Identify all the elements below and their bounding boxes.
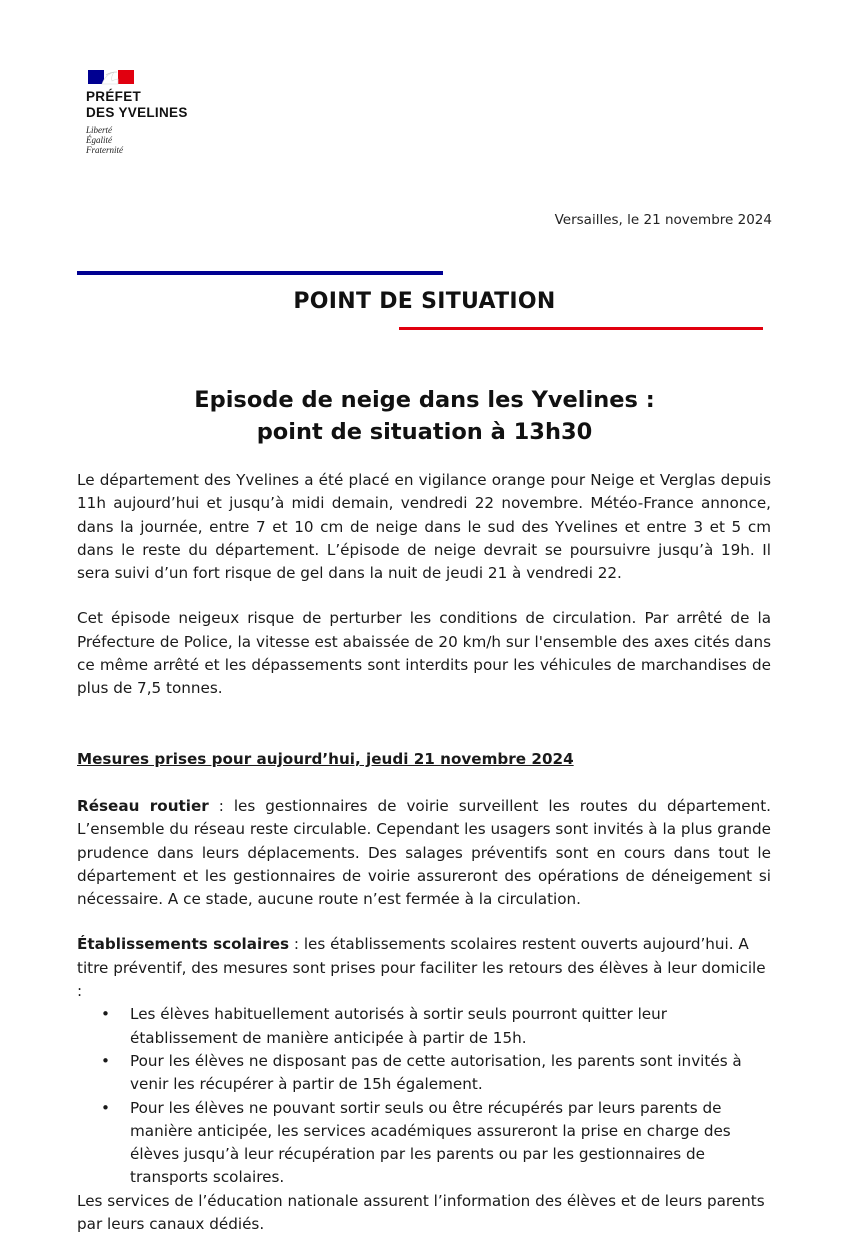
road-network-label: Réseau routier bbox=[77, 796, 209, 815]
traffic-paragraph: Cet épisode neigeux risque de perturber les conditions de circulation. Par arrêté de la Préfecture de Police, la vitesse est abaissée de 20 km/h sur l'ensemble des axes cités dans ce même arrêté et les dépassements sont interdits pour les véhicules de marchandises de plus de 7,5 tonnes. bbox=[77, 609, 771, 698]
motto-fraternite: Fraternité bbox=[86, 145, 123, 155]
marianne-flag-icon bbox=[88, 66, 136, 86]
page-title bbox=[0, 384, 849, 448]
blue-divider bbox=[77, 271, 443, 275]
education-closing-paragraph: Les services de l’éducation nationale assurent l’information des élèves et de leurs parents par leurs canaux dédiés. bbox=[77, 1191, 765, 1234]
schools-paragraph bbox=[77, 933, 771, 1003]
road-network-paragraph bbox=[77, 795, 771, 911]
measures-heading-text: Mesures prises pour aujourd’hui, jeudi 21 novembre 2024 bbox=[77, 749, 574, 768]
schools-text: : les établissements scolaires restent ouverts aujourd’hui. A titre préventif, des mesures sont prises pour faciliter les retours des élèves à leur domicile : bbox=[77, 935, 766, 1001]
prefecture-logo bbox=[86, 66, 226, 155]
motto-egalite: Égalité bbox=[86, 135, 112, 145]
logo-line-1: PRÉFET bbox=[86, 89, 142, 104]
republic-motto bbox=[86, 125, 226, 155]
section-title: POINT DE SITUATION bbox=[293, 289, 556, 314]
logo-title bbox=[86, 89, 226, 121]
intro-paragraph: Le département des Yvelines a été placé en vigilance orange pour Neige et Verglas depuis 11h aujourd’hui et jusqu’à midi demain, vendredi 22 novembre. Météo-France annonce, dans la journée, entre 7 et 10 cm de neige dans le sud des Yvelines et entre 3 et 5 cm dans le reste du département. L’épisode de neige devrait se poursuivre jusqu’à 19h. Il sera suivi d’un fort risque de gel dans la nuit de jeudi 21 à vendredi 22. bbox=[77, 471, 771, 583]
list-item: • Les élèves habituellement autorisés à sortir seuls pourront quitter leur établissement de manière anticipée à partir de 15h. bbox=[77, 1003, 771, 1050]
motto-liberte: Liberté bbox=[86, 125, 112, 135]
red-divider bbox=[399, 327, 763, 330]
list-item: • Pour les élèves ne pouvant sortir seuls ou être récupérés par leurs parents de manière anticipée, les services académiques assureront la prise en charge des élèves jusqu’à leur récupération par les parents ou par les gestionnaires de transports scolaires. bbox=[77, 1097, 771, 1190]
title-line-2: point de situation à 13h30 bbox=[256, 419, 593, 445]
list-item: • Pour les élèves ne disposant pas de cette autorisation, les parents sont invités à venir les récupérer à partir de 15h également. bbox=[77, 1050, 771, 1097]
title-line-1: Episode de neige dans les Yvelines : bbox=[194, 387, 655, 413]
schools-measures-list bbox=[77, 1003, 771, 1189]
document-body bbox=[77, 469, 771, 1236]
logo-line-2: DES YVELINES bbox=[86, 105, 188, 120]
place-date: Versailles, le 21 novembre 2024 bbox=[554, 212, 772, 228]
measures-heading bbox=[77, 748, 771, 771]
schools-label: Établissements scolaires bbox=[77, 935, 290, 954]
road-network-text: : les gestionnaires de voirie surveillent les routes du département. L’ensemble du réseau reste circulable. Cependant les usagers sont invités à la plus grande prudence dans leurs déplacements. Des salages préventifs sont en cours dans tout le département et les gestionnaires de voirie assureront des opérations de déneigement si nécessaire. A ce stade, aucune route n’est fermée à la circulation. bbox=[77, 796, 772, 909]
